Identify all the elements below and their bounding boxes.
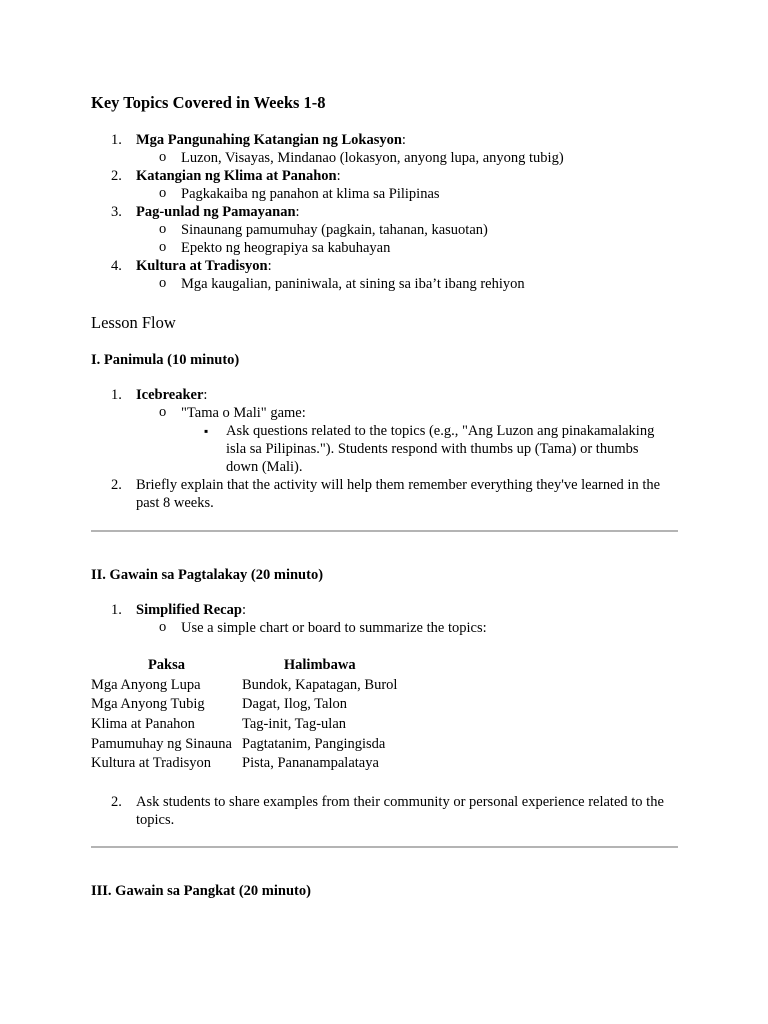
column-header: Halimbawa (283, 657, 356, 673)
circle-bullet-icon: o (159, 239, 167, 255)
table-row (91, 676, 397, 696)
table-cell: Bundok, Kapatagan, Burol (242, 676, 398, 693)
list-item: 3. Pag-unlad ng Pamayanan: o Sinaunang pamumuhay (pagkain, tahanan, kasuotan) o Epekto ng heograpiya sa kabuhayan (91, 203, 681, 257)
list-number: 3. (111, 204, 122, 220)
table-cell: Klima at Panahon (91, 716, 195, 733)
sub-list (136, 185, 681, 203)
list-number: 1. (111, 132, 122, 148)
sub-list-item: o Sinaunang pamumuhay (pagkain, tahanan, kasuotan) (159, 221, 488, 238)
sub-list-item: o Epekto ng heograpiya sa kabuhayan (159, 239, 391, 256)
pangkat-heading: III. Gawain sa Pangkat (20 minuto) (91, 883, 311, 899)
list-item: 1. Icebreaker: o "Tama o Mali" game: ▪ Ask questions related to the topics (e.g., "Ang Luzon ang pinakamalaking isla sa Pilipinas."). Students respond with thumbs up (Tama) or thumbs down (Mali). (91, 386, 681, 476)
list-number: 2. (111, 477, 122, 493)
list-number: 4. (111, 258, 122, 274)
topic-title: Katangian ng Klima at Panahon (136, 168, 337, 184)
circle-bullet-icon: o (159, 619, 167, 635)
sub-list-item: o Pagkakaiba ng panahon at klima sa Pilipinas (159, 185, 440, 202)
horizontal-divider (91, 530, 678, 532)
table-cell: Tag-init, Tag-ulan (242, 716, 347, 733)
table-row (91, 715, 397, 735)
table-cell: Mga Anyong Lupa (91, 676, 201, 693)
table-row (91, 754, 397, 774)
recap-table (91, 656, 397, 774)
sub-list-item: o Mga kaugalian, paniniwala, at sining sa iba’t ibang rehiyon (159, 275, 525, 292)
list-item: 2. Katangian ng Klima at Panahon: o Pagkakaiba ng panahon at klima sa Pilipinas (91, 167, 681, 203)
sub-sub-list-item: ▪ Ask questions related to the topics (e.g., "Ang Luzon ang pinakamalaking isla sa Pilipinas."). Students respond with thumbs up (Tama) or thumbs down (Mali). (204, 423, 655, 475)
table-cell: Kultura at Tradisyon (91, 755, 212, 772)
lesson-flow-heading: Lesson Flow (91, 313, 176, 332)
circle-bullet-icon: o (159, 275, 167, 291)
table-cell: Mga Anyong Tubig (91, 696, 205, 713)
table-cell: Dagat, Ilog, Talon (242, 696, 348, 713)
list-number: 2. (111, 168, 122, 184)
sub-list-item: o Use a simple chart or board to summarize the topics: (159, 619, 487, 636)
gawain-heading: II. Gawain sa Pagtalakay (20 minuto) (91, 567, 324, 583)
sub-list (136, 149, 681, 167)
topic-title: Mga Pangunahing Katangian ng Lokasyon (136, 132, 402, 148)
table-cell: Pista, Pananampalataya (242, 755, 379, 772)
list-number: 1. (111, 387, 122, 403)
sub-list (136, 619, 681, 637)
gawain-list (91, 601, 681, 637)
horizontal-divider (91, 846, 678, 848)
sub-list (136, 275, 681, 293)
gawain-list-continued (91, 793, 681, 829)
recap-title: Simplified Recap (136, 602, 242, 618)
list-item: 1. Mga Pangunahing Katangian ng Lokasyon: o Luzon, Visayas, Mindanao (lokasyon, anyong lupa, anyong tubig) (91, 131, 681, 167)
circle-bullet-icon: o (159, 221, 167, 237)
sub-list (136, 221, 681, 257)
icebreaker-title: Icebreaker (136, 387, 204, 403)
circle-bullet-icon: o (159, 149, 167, 165)
panimula-heading: I. Panimula (10 minuto) (91, 352, 240, 368)
sub-list-item: o "Tama o Mali" game: ▪ Ask questions related to the topics (e.g., "Ang Luzon ang pinakamalaking isla sa Pilipinas."). Students respond with thumbs up (Tama) or thumbs down (Mali). (136, 404, 681, 476)
circle-bullet-icon: o (159, 185, 167, 201)
list-item: 2. Briefly explain that the activity will help them remember everything they've learned in the past 8 weeks. (111, 477, 661, 511)
key-topics-heading: Key Topics Covered in Weeks 1-8 (91, 93, 326, 112)
column-header: Paksa (147, 657, 186, 673)
sub-list-item: o Luzon, Visayas, Mindanao (lokasyon, anyong lupa, anyong tubig) (159, 149, 564, 166)
table-header-row (91, 656, 397, 676)
topic-title: Kultura at Tradisyon (136, 258, 268, 274)
topic-title: Pag-unlad ng Pamayanan (136, 204, 296, 220)
panimula-list (91, 386, 681, 512)
list-number: 2. (111, 794, 122, 810)
table-row (91, 735, 397, 755)
sub-list (136, 404, 681, 476)
square-bullet-icon: ▪ (204, 424, 209, 438)
circle-bullet-icon: o (159, 404, 167, 420)
table-row (91, 695, 397, 715)
sub-sub-list (181, 422, 681, 476)
list-number: 1. (111, 602, 122, 618)
table-cell: Pamumuhay ng Sinauna (91, 735, 232, 752)
list-item: 2. Ask students to share examples from their community or personal experience related to the topics. (111, 794, 664, 828)
list-item: 4. Kultura at Tradisyon: o Mga kaugalian, paniniwala, at sining sa iba’t ibang rehiyon (91, 257, 681, 293)
table-cell: Pagtatanim, Pangingisda (242, 735, 386, 752)
key-topics-list (91, 131, 681, 293)
list-item: 1. Simplified Recap: o Use a simple chart or board to summarize the topics: (91, 601, 681, 637)
